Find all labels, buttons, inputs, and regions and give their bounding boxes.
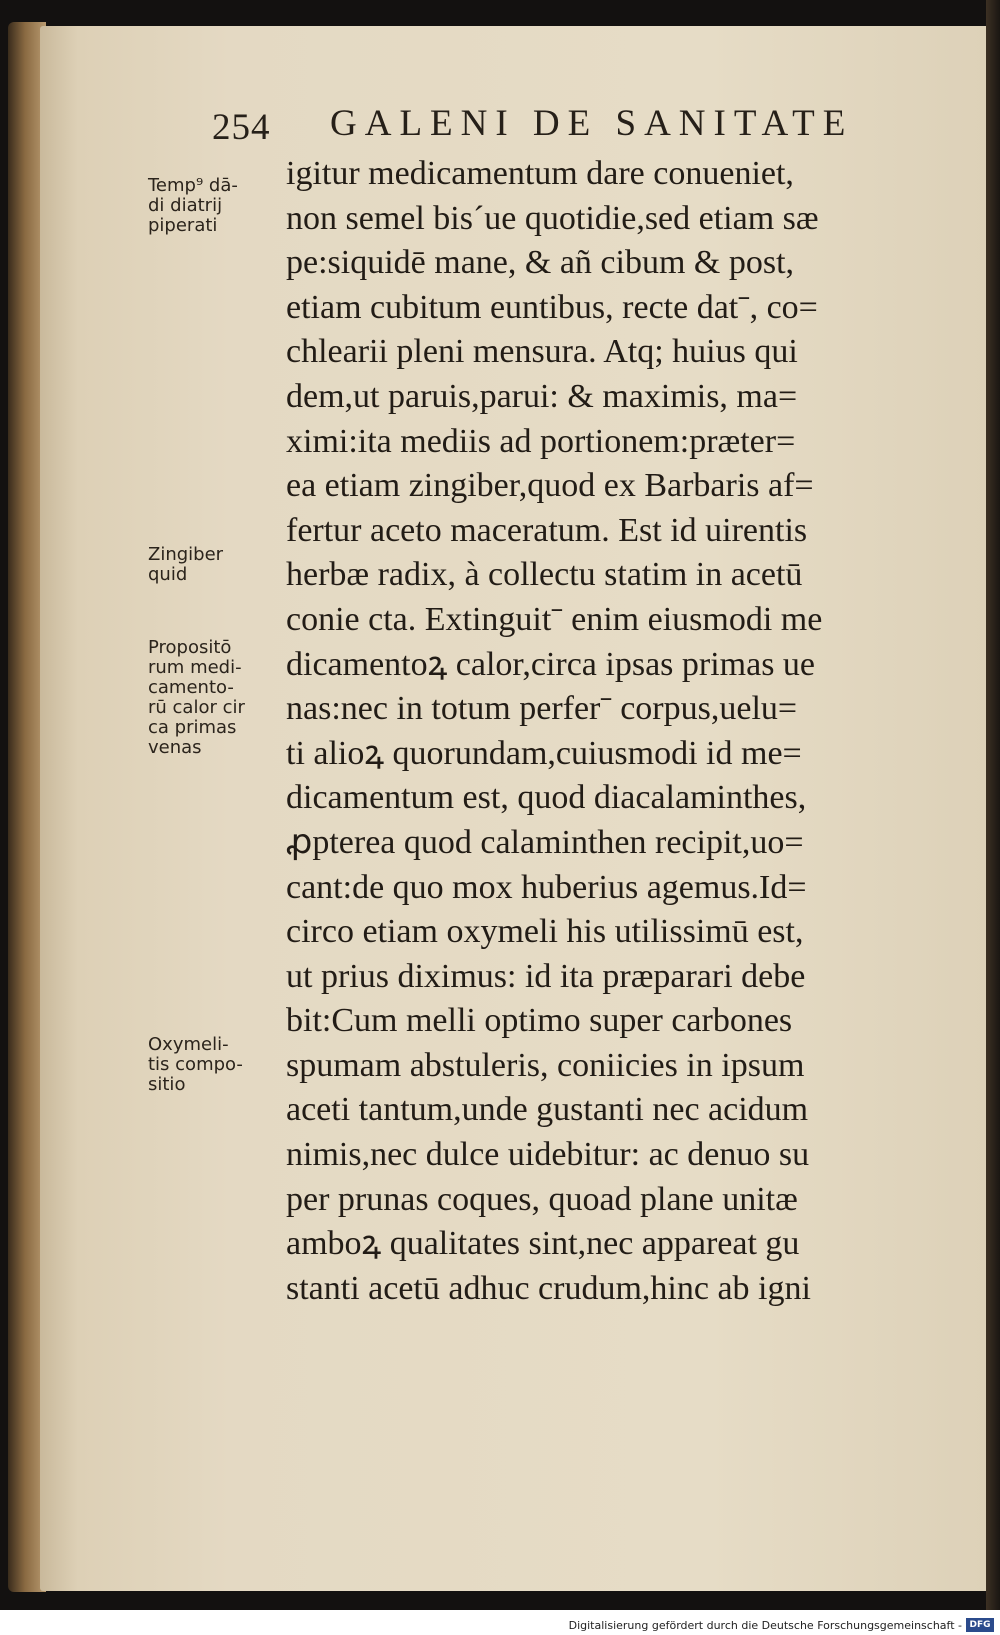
main-text-block (286, 152, 936, 1311)
text-line: dicamentum est, quod diacalaminthes, (286, 779, 807, 817)
margin-note-line: Oxymeli- (148, 1034, 229, 1055)
margin-note-line: di diatrij (148, 195, 223, 216)
text-line: ut prius diximus: id ita præparari debe (286, 957, 806, 995)
text-line: aceti tantum,unde gustanti nec acidum (286, 1091, 809, 1129)
margin-note-line: camento- (148, 677, 234, 698)
margin-note-line: tis compo- (148, 1054, 243, 1075)
text-line: non semel bis´ue quotidie,sed etiam sæ (286, 199, 819, 237)
text-line: dem,ut paruis,parui: & maximis, ma= (286, 377, 798, 415)
margin-note-line: ca primas (148, 717, 237, 738)
text-line: ximi:ita mediis ad portionem:præter= (286, 422, 796, 460)
text-line: dicamentoꝝ calor,circa ipsas primas ue (286, 645, 816, 683)
margin-note (148, 1035, 283, 1095)
text-line: etiam cubitum euntibus, recte datˉ, co= (286, 288, 818, 326)
margin-note-line: sitio (148, 1074, 186, 1095)
text-line: pe:siquidē mane, & añ cibum & post, (286, 244, 795, 282)
text-line: spumam abstuleris, coniicies in ipsum (286, 1046, 805, 1084)
text-line: ea etiam zingiber,quod ex Barbaris af= (286, 467, 814, 505)
text-line: nimis,nec dulce uidebitur: ac denuo su (286, 1136, 810, 1174)
text-line: circo etiam oxymeli his utilissimū est, (286, 913, 804, 951)
text-line: cant:de quo mox huberius agemus.Id= (286, 868, 807, 906)
text-line: fertur aceto maceratum. Est id uirentis (286, 511, 808, 549)
margin-note-line: Zingiber (148, 544, 224, 565)
text-line: chlearii pleni mensura. Atq; huius qui (286, 333, 798, 371)
margin-note-line: Temp⁹ dā- (148, 175, 238, 196)
page-number: 254 (212, 107, 271, 148)
text-line: per prunas coques, quoad plane unitæ (286, 1180, 798, 1218)
margin-note-line: Propositō (148, 637, 232, 658)
margin-note (148, 545, 283, 585)
margin-note-line: quid (148, 564, 188, 585)
running-head (0, 102, 1000, 152)
text-line: ti alioꝝ quorundam,cuiusmodi id me= (286, 734, 802, 772)
digitization-credit: Digitalisierung gefördert durch die Deutsche Forschungsgemeinschaft - (568, 1619, 962, 1632)
margin-note (148, 638, 283, 758)
margin-note-line: rū calor cir (148, 697, 245, 718)
margin-note-line: piperati (148, 215, 218, 236)
text-line: stanti acetū adhuc crudum,hinc ab igni (286, 1269, 811, 1307)
text-line: ꝓpterea quod calaminthen recipit,uo= (286, 823, 804, 861)
text-line: bit:Cum melli optimo super carbones (286, 1002, 793, 1040)
margin-note-line: venas (148, 737, 202, 758)
running-title: GALENI DE SANITATE (330, 103, 854, 144)
text-line: amboꝝ qualitates sint,nec appareat gu (286, 1225, 800, 1263)
margin-note-line: rum medi- (148, 657, 242, 678)
text-line: igitur medicamentum dare conueniet, (286, 155, 794, 192)
text-line: nas:nec in totum perferˉ corpus,uelu= (286, 690, 798, 728)
text-line: conie cta. Extinguitˉ enim eiusmodi me (286, 600, 823, 638)
text-line: herbæ radix, à collectu statim in acetū (286, 556, 803, 594)
page-right-edge (986, 0, 1000, 1610)
dfg-logo: DFG (966, 1618, 994, 1632)
margin-note (148, 176, 283, 236)
